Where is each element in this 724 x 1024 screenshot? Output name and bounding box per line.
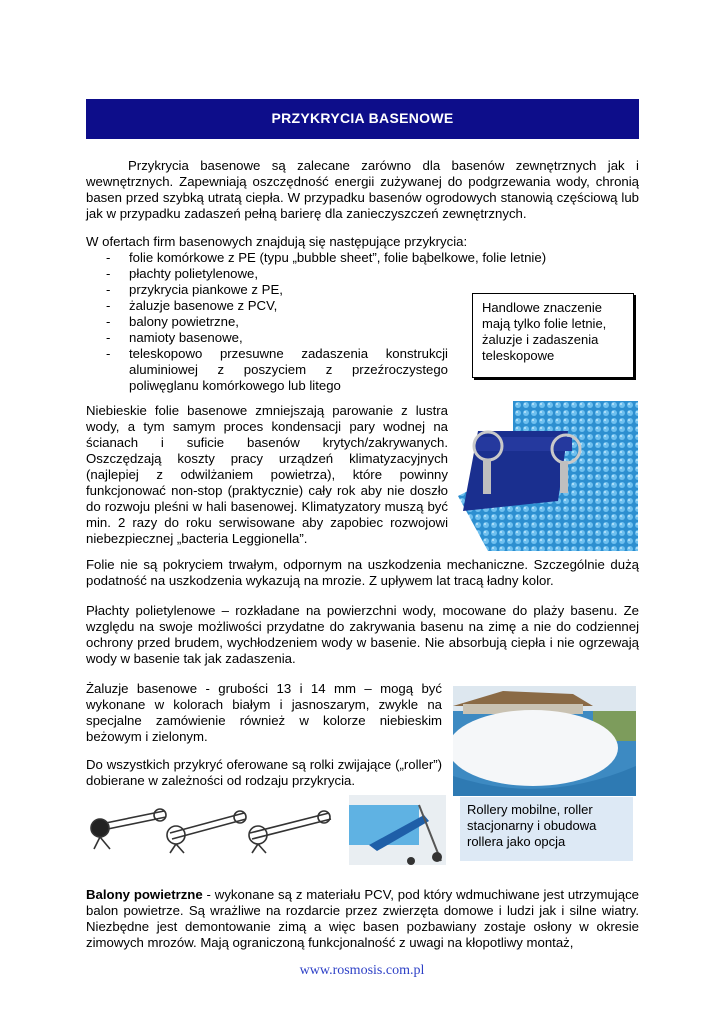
roller-drawings-image	[84, 803, 342, 855]
balloons-paragraph	[86, 887, 639, 951]
pool-blinds-image	[453, 686, 636, 796]
offer-lead: W ofertach firm basenowych znajdują się następujące przykrycia:	[86, 234, 468, 249]
rollers-paragraph: Do wszystkich przykryć oferowane są rolki zwijające („roller”) dobierane w zależności od rodzaju przykrycia.	[86, 757, 442, 788]
list-item: - przykrycia piankowe z PE,	[86, 282, 448, 298]
roller-caption-box: Rollery mobilne, roller stacjonarny i obudowa rollera jako opcja	[460, 797, 633, 861]
page-title: PRZYKRYCIA BASENOWE	[86, 99, 639, 139]
list-item: - namioty basenowe,	[86, 330, 448, 346]
list-item: - balony powietrzne,	[86, 314, 448, 330]
pe-sheets-paragraph: Płachty polietylenowe – rozkładane na powierzchni wody, mocowane do plaży basenu. Ze względu na swoje możliwości przydatne do zakrywania basenu na zimę a nie do codziennej ochrony przed brudem, wychłodzeniem wody w basenie. Nie absorbują ciepła i nie ogrzewają wody w basenie tak jak zadaszenia.	[86, 603, 639, 666]
note-box: Handlowe znaczenie mają tylko folie letnie, żaluzje i zadaszenia teleskopowe	[472, 293, 634, 378]
blue-foil-paragraph: Niebieskie folie basenowe zmniejszają parowanie z lustra wody, a tym samym proces kondensacji pary wodnej na ścianach i suficie basenów krytych/zakrywanych. Oszczędzają koszty pracy urządzeń klimatyzacyjnych (najlepiej z odwilżaniem powietrza), które powinny funkcjonować non-stop (praktycznie) cały rok aby nie doszło do rozwoju pleśni w hali basenowej. Klimatyzatory muszą być min. 2 razy do roku serwisowane aby zapobiec rozwojowi niebezpiecznej „bacteria Leggionella”.	[86, 403, 448, 546]
balloons-text: - wykonane są z materiału PCV, pod który wdmuchiwane jest utrzymujące balon powietrze. Są wrażliwe na rozdarcie przez zwierzęta domowe i ludzi jak i silne wiatry. Niezbędne jest demontowanie zimą a więc basen pozbawiany zostaje osłony w okresie zimowych mrozów. Mają ograniczoną funkcjonalność z uwagi na kłopotliwy montaż,	[86, 887, 639, 950]
footer-url[interactable]: www.rosmosis.com.pl	[299, 963, 425, 978]
balloons-heading: Balony powietrzne	[86, 887, 203, 902]
list-item: - folie komórkowe z PE (typu „bubble sheet”, folie bąbelkowe, folie letnie)	[86, 250, 639, 266]
list-item: - żaluzje basenowe z PCV,	[86, 298, 448, 314]
blinds-paragraph: Żaluzje basenowe - grubości 13 i 14 mm – mogą być wykonane w kolorach białym i jasnoszarym, zwykle na specjalne zamówienie również w kolorze niebieskim beżowym i zielonym.	[86, 681, 442, 744]
list-item: - teleskopowo przesuwne zadaszenia konstrukcji aluminiowej z poszyciem z przeźroczystego poliwęglanu komórkowego lub litego	[86, 346, 448, 394]
roller-photo-image	[349, 795, 446, 865]
foil-damage-paragraph: Folie nie są pokryciem trwałym, odpornym na uszkodzenia mechaniczne. Szczególnie dużą podatność na uszkodzenia wykazują na mrozie. Z upływem lat tracą ładny kolor.	[86, 557, 639, 588]
list-item: - płachty polietylenowe,	[86, 266, 448, 282]
bubble-foil-image	[458, 401, 638, 551]
intro-paragraph: Przykrycia basenowe są zalecane zarówno dla basenów zewnętrznych jak i wewnętrznych. Zapewniają oszczędność energii zużywanej do podgrzewania wody, chronią basen przed szybką utratą ciepła. W przypadku basenów ogrodowych stanowią częściową lub jak w przypadku zadaszeń pełną barierę dla zanieczyszczeń zewnętrznych.	[86, 158, 639, 221]
